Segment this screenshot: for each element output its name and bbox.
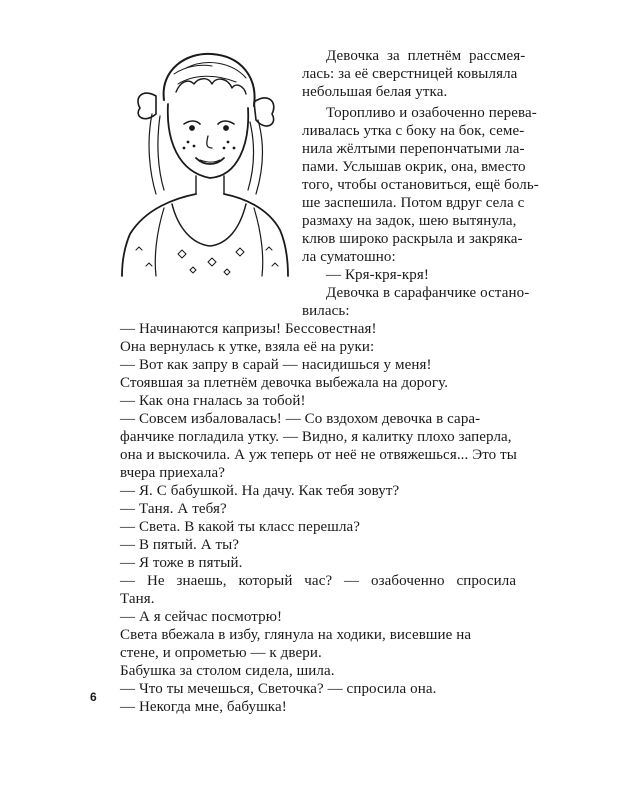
text-line: — Некогда мне, бабушка! — [120, 699, 287, 715]
text-line: — Я. С бабушкой. На дачу. Как тебя зовут? — [120, 483, 400, 499]
text-line: ше заспешила. Потом вдруг села с — [302, 195, 525, 211]
text-line: она и выскочила. А уж теперь от неё не отвяжешься... Это ты — [120, 447, 517, 463]
text-line: — Кря-кря-кря! — [326, 267, 429, 283]
text-line: — Вот как запру в сарай — насидишься у меня! — [120, 357, 432, 373]
text-line: — Я тоже в пятый. — [120, 555, 243, 571]
text-line: вилась: — [302, 303, 350, 319]
text-line: размаху на задок, шею вытянула, — [302, 213, 517, 229]
text-line: Торопливо и озабоченно перева- — [326, 105, 537, 121]
text-line: — Совсем избаловалась! — Со вздохом девочка в сара- — [120, 411, 481, 427]
text-line: Бабушка за столом сидела, шила. — [120, 663, 335, 679]
text-line: фанчике погладила утку. — Видно, я калитку плохо заперла, — [120, 429, 512, 445]
text-line: Света вбежала в избу, глянула на ходики, висевшие на — [120, 627, 472, 643]
text-line: — В пятый. А ты? — [120, 537, 240, 553]
text-line: лась: за её сверстницей ковыляла — [302, 66, 518, 82]
text-line: клюв широко раскрыла и закряка- — [302, 231, 523, 247]
text-line: — А я сейчас посмотрю! — [120, 609, 283, 625]
text-line: Девочка в сарафанчике остано- — [326, 285, 530, 301]
text-line: вчера приехала? — [120, 465, 226, 481]
text-line: — Начинаются капризы! Бессовестная! — [120, 321, 377, 337]
text-line: небольшая белая утка. — [302, 84, 448, 100]
text-line: — Таня. А тебя? — [120, 501, 227, 517]
page-number: 6 — [90, 690, 97, 704]
text-line: Девочка за плетнём рассмея- — [326, 48, 526, 64]
text-line: Таня. — [120, 591, 155, 607]
text-line: того, чтобы остановиться, ещё боль- — [302, 177, 539, 193]
text-line: Стоявшая за плетнём девочка выбежала на дорогу. — [120, 375, 449, 391]
text-line: пами. Услышав окрик, она, вместо — [302, 159, 526, 175]
text-line: ла суматошно: — [302, 249, 396, 265]
text-line: Она вернулась к утке, взяла её на руки: — [120, 339, 375, 355]
text-line: ливалась утка с боку на бок, семе- — [302, 123, 525, 139]
girl-with-pigtails-sketch-icon — [116, 44, 292, 280]
text-line: — Не знаешь, который час? — озабоченно спросила — [120, 573, 517, 589]
text-line: — Что ты мечешься, Светочка? — спросила она. — [120, 681, 437, 697]
text-line: нила жёлтыми перепончатыми ла- — [302, 141, 525, 157]
text-line: стене, и опрометью — к двери. — [120, 645, 322, 661]
text-line: — Света. В какой ты класс перешла? — [120, 519, 361, 535]
text-line: — Как она гналась за тобой! — [120, 393, 306, 409]
